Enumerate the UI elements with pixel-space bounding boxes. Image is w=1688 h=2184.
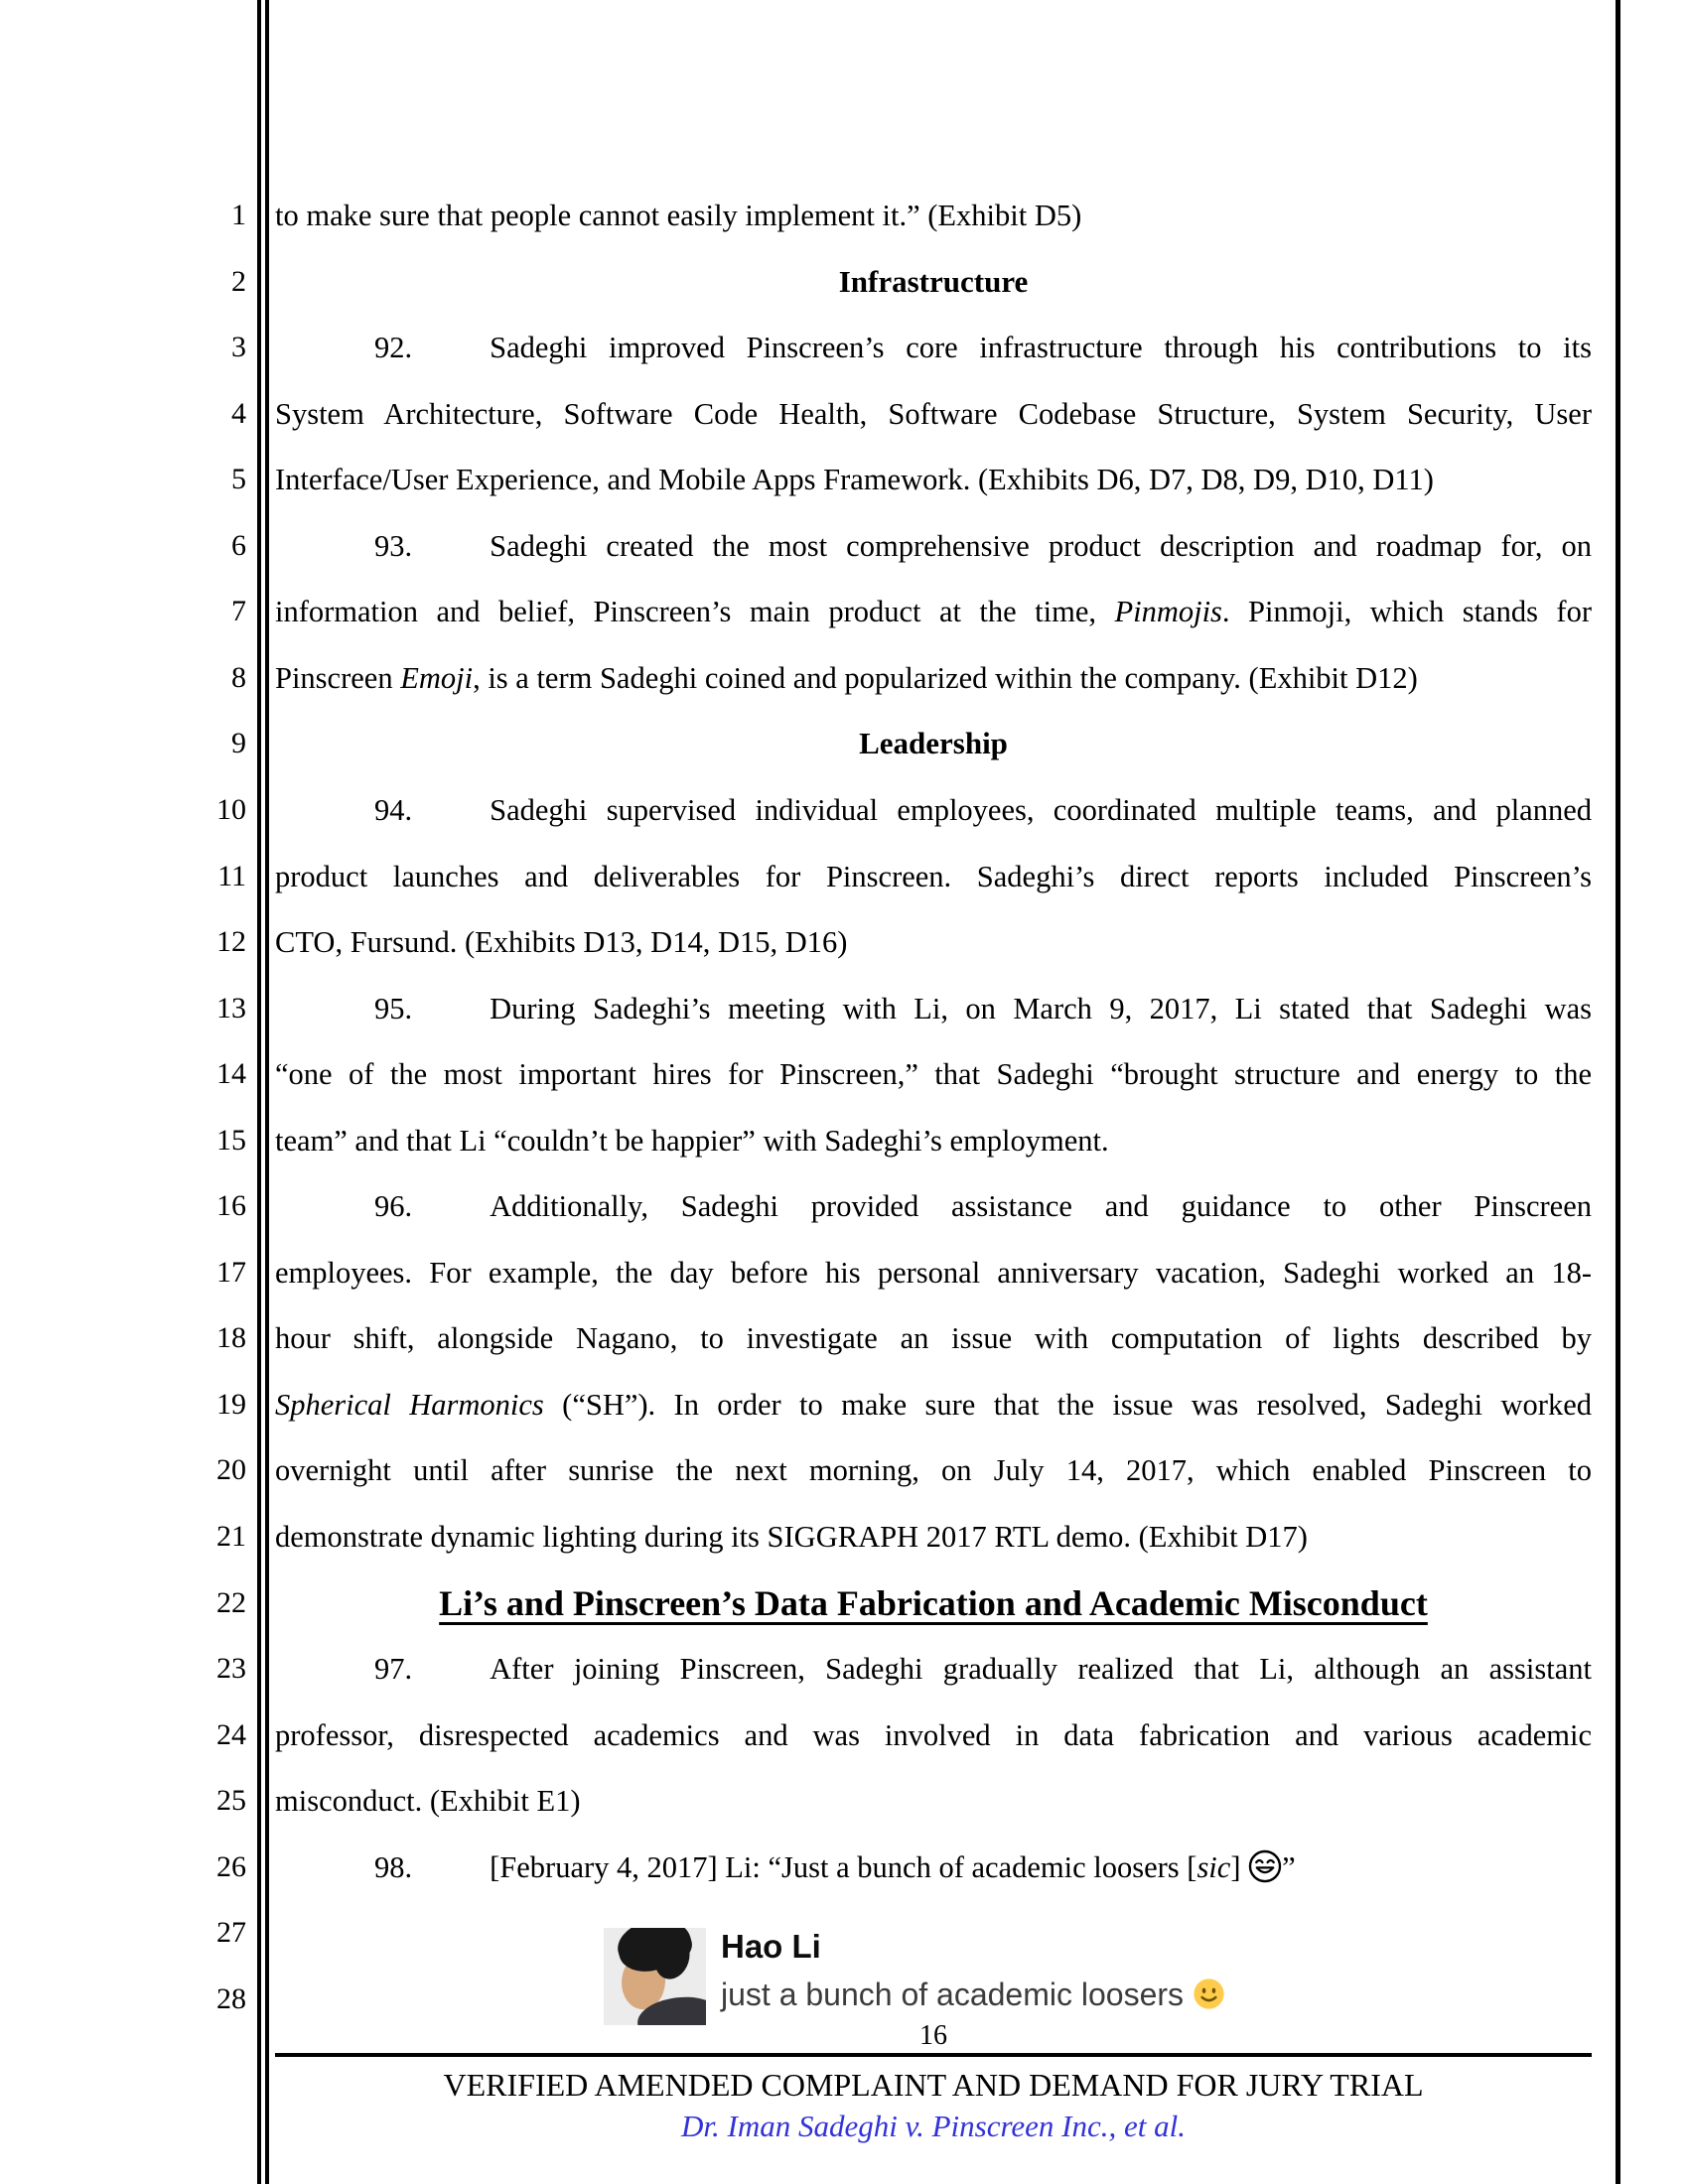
line-number: 9 bbox=[231, 727, 246, 760]
document-line bbox=[275, 976, 1592, 1041]
paragraph-number: 92. bbox=[374, 331, 413, 365]
italic-text: Spherical Harmonics bbox=[275, 1387, 544, 1422]
paragraph-number: 97. bbox=[374, 1652, 413, 1687]
text-run: employees. For example, the day before his personal anniversary vacation, Sadeghi worked an 18- bbox=[275, 1255, 1592, 1290]
text-run: ” bbox=[1282, 1849, 1296, 1884]
text-run: product launches and deliverables for Pinscreen. Sadeghi’s direct reports included Pinscreen’s bbox=[275, 859, 1592, 893]
text-run: After joining Pinscreen, Sadeghi gradually realized that Li, although an assistant bbox=[490, 1652, 1592, 1687]
line-number: 16 bbox=[216, 1189, 246, 1223]
document-line bbox=[275, 1372, 1592, 1437]
italic-text: Pinmojis bbox=[1114, 595, 1222, 629]
text-run: hour shift, alongside Nagano, to investigate an issue with computation of lights described by bbox=[275, 1321, 1592, 1356]
document-line bbox=[275, 1504, 1592, 1570]
line-number: 3 bbox=[231, 331, 246, 364]
line-number: 25 bbox=[216, 1784, 246, 1818]
document-line bbox=[275, 909, 1592, 975]
document-line bbox=[275, 1437, 1592, 1503]
text-run: CTO, Fursund. (Exhibits D13, D14, D15, D16) bbox=[275, 925, 848, 960]
line-number: 28 bbox=[216, 1981, 246, 2015]
line-number: 19 bbox=[216, 1387, 246, 1421]
text-run: [February 4, 2017] Li: “Just a bunch of academic loosers [ bbox=[490, 1849, 1197, 1884]
paragraph-number: 98. bbox=[374, 1849, 413, 1884]
line-number: 8 bbox=[231, 660, 246, 694]
text-run: to make sure that people cannot easily implement it.” (Exhibit D5) bbox=[275, 199, 1082, 232]
chat-message-text: just a bunch of academic loosers bbox=[721, 1977, 1185, 2012]
line-number: 22 bbox=[216, 1585, 246, 1619]
text-run: “one of the most important hires for Pinscreen,” that Sadeghi “brought structure and energy to the bbox=[275, 1057, 1592, 1092]
line-number: 4 bbox=[231, 396, 246, 430]
text-run: Additionally, Sadeghi provided assistance and guidance to other Pinscreen bbox=[490, 1189, 1592, 1224]
document-line bbox=[275, 183, 1592, 248]
text-run: Infrastructure bbox=[838, 263, 1029, 299]
document-line bbox=[275, 381, 1592, 447]
text-run: . Pinmoji, which stands for bbox=[1221, 595, 1592, 629]
right-margin-rule bbox=[1616, 0, 1620, 2184]
page-number: 16 bbox=[919, 2020, 947, 2051]
avatar bbox=[604, 1928, 706, 2025]
document-line bbox=[275, 645, 1592, 711]
document-line bbox=[275, 579, 1592, 644]
text-run: team” and that Li “couldn’t be happier” with Sadeghi’s employment. bbox=[275, 1123, 1109, 1158]
text-run: Sadeghi supervised individual employees, coordinated multiple teams, and planned bbox=[490, 792, 1592, 827]
text-run: information and belief, Pinscreen’s main product at the time, bbox=[275, 595, 1115, 629]
document-line bbox=[275, 1108, 1592, 1173]
text-run: System Architecture, Software Code Health, Software Codebase Structure, System Security, User bbox=[275, 396, 1592, 431]
document-line bbox=[275, 315, 1592, 380]
line-number: 10 bbox=[216, 792, 246, 826]
line-number: 5 bbox=[231, 463, 246, 496]
section-heading-leadership bbox=[275, 711, 1592, 776]
text-run: , is a term Sadeghi coined and popularized within the company. (Exhibit D12) bbox=[473, 660, 1418, 695]
document-line bbox=[275, 1240, 1592, 1305]
line-number: 20 bbox=[216, 1453, 246, 1487]
document-line bbox=[275, 1041, 1592, 1107]
document-line bbox=[275, 1768, 1592, 1834]
text-run: demonstrate dynamic lighting during its SIGGRAPH 2017 RTL demo. (Exhibit D17) bbox=[275, 1520, 1308, 1554]
line-number: 11 bbox=[217, 859, 246, 892]
text-run: Sadeghi created the most comprehensive product description and roadmap for, on bbox=[490, 528, 1592, 563]
text-run: (“SH”). In order to make sure that the issue was resolved, Sadeghi worked bbox=[543, 1387, 1592, 1422]
section-heading-infrastructure bbox=[275, 249, 1592, 315]
line-number: 7 bbox=[231, 595, 246, 628]
italic-text: sic bbox=[1196, 1849, 1231, 1884]
document-line bbox=[275, 1305, 1592, 1371]
document-line bbox=[275, 1636, 1592, 1702]
line-number: 26 bbox=[216, 1849, 246, 1883]
line-number: 14 bbox=[216, 1057, 246, 1091]
line-number: 12 bbox=[216, 925, 246, 959]
text-run: overnight until after sunrise the next morning, on July 14, 2017, which enabled Pinscreen to bbox=[275, 1453, 1592, 1488]
line-number: 2 bbox=[231, 264, 246, 298]
document-line bbox=[275, 513, 1592, 579]
left-margin-double-rule-outer bbox=[257, 0, 261, 2184]
footer-rule bbox=[275, 2053, 1592, 2057]
paragraph-number: 95. bbox=[374, 991, 413, 1025]
text-run: professor, disrespected academics and was involved in data fabrication and various academic bbox=[275, 1717, 1592, 1752]
grin-smiley-icon bbox=[1248, 1849, 1282, 1883]
text-run: ] bbox=[1230, 1849, 1249, 1884]
line-number: 18 bbox=[216, 1321, 246, 1355]
paragraph-number: 93. bbox=[374, 528, 413, 563]
line-number: 13 bbox=[216, 991, 246, 1024]
italic-text: Emoji bbox=[400, 660, 474, 695]
paragraph-number: 96. bbox=[374, 1189, 413, 1224]
text-run: Leadership bbox=[859, 726, 1008, 761]
text-run: During Sadeghi’s meeting with Li, on March 9, 2017, Li stated that Sadeghi was bbox=[490, 991, 1592, 1025]
section-heading-data-fabrication bbox=[275, 1570, 1592, 1636]
line-number: 23 bbox=[216, 1652, 246, 1686]
left-margin-double-rule-inner bbox=[265, 0, 269, 2184]
line-number: 15 bbox=[216, 1123, 246, 1157]
line-number: 6 bbox=[231, 528, 246, 562]
chat-sender-name: Hao Li bbox=[721, 1928, 821, 1965]
document-line bbox=[275, 1173, 1592, 1239]
line-number: 27 bbox=[216, 1916, 246, 1950]
text-run: Li’s and Pinscreen’s Data Fabrication and Academic Misconduct bbox=[439, 1582, 1428, 1623]
document-line bbox=[275, 1835, 1592, 1900]
chat-message bbox=[721, 1972, 1225, 2017]
footer-title: VERIFIED AMENDED COMPLAINT AND DEMAND FOR JURY TRIAL bbox=[443, 2067, 1424, 2103]
line-number: 17 bbox=[216, 1255, 246, 1289]
footer-case-caption: Dr. Iman Sadeghi v. Pinscreen Inc., et al. bbox=[681, 2109, 1186, 2143]
text-run: Interface/User Experience, and Mobile Apps Framework. (Exhibits D6, D7, D8, D9, D10, D11) bbox=[275, 463, 1434, 497]
text-run: Sadeghi improved Pinscreen’s core infrastructure through his contributions to its bbox=[490, 331, 1592, 365]
text-run: misconduct. (Exhibit E1) bbox=[275, 1784, 581, 1819]
document-line bbox=[275, 1703, 1592, 1768]
paragraph-number: 94. bbox=[374, 792, 413, 827]
line-number: 21 bbox=[216, 1520, 246, 1553]
document-line bbox=[275, 844, 1592, 909]
text-run: Pinscreen bbox=[275, 660, 401, 695]
line-number: 24 bbox=[216, 1717, 246, 1751]
smiley-emoji bbox=[1193, 1978, 1225, 2010]
document-line bbox=[275, 777, 1592, 843]
line-number: 1 bbox=[231, 199, 246, 231]
chat-screenshot bbox=[604, 1926, 1219, 2027]
document-line bbox=[275, 447, 1592, 512]
